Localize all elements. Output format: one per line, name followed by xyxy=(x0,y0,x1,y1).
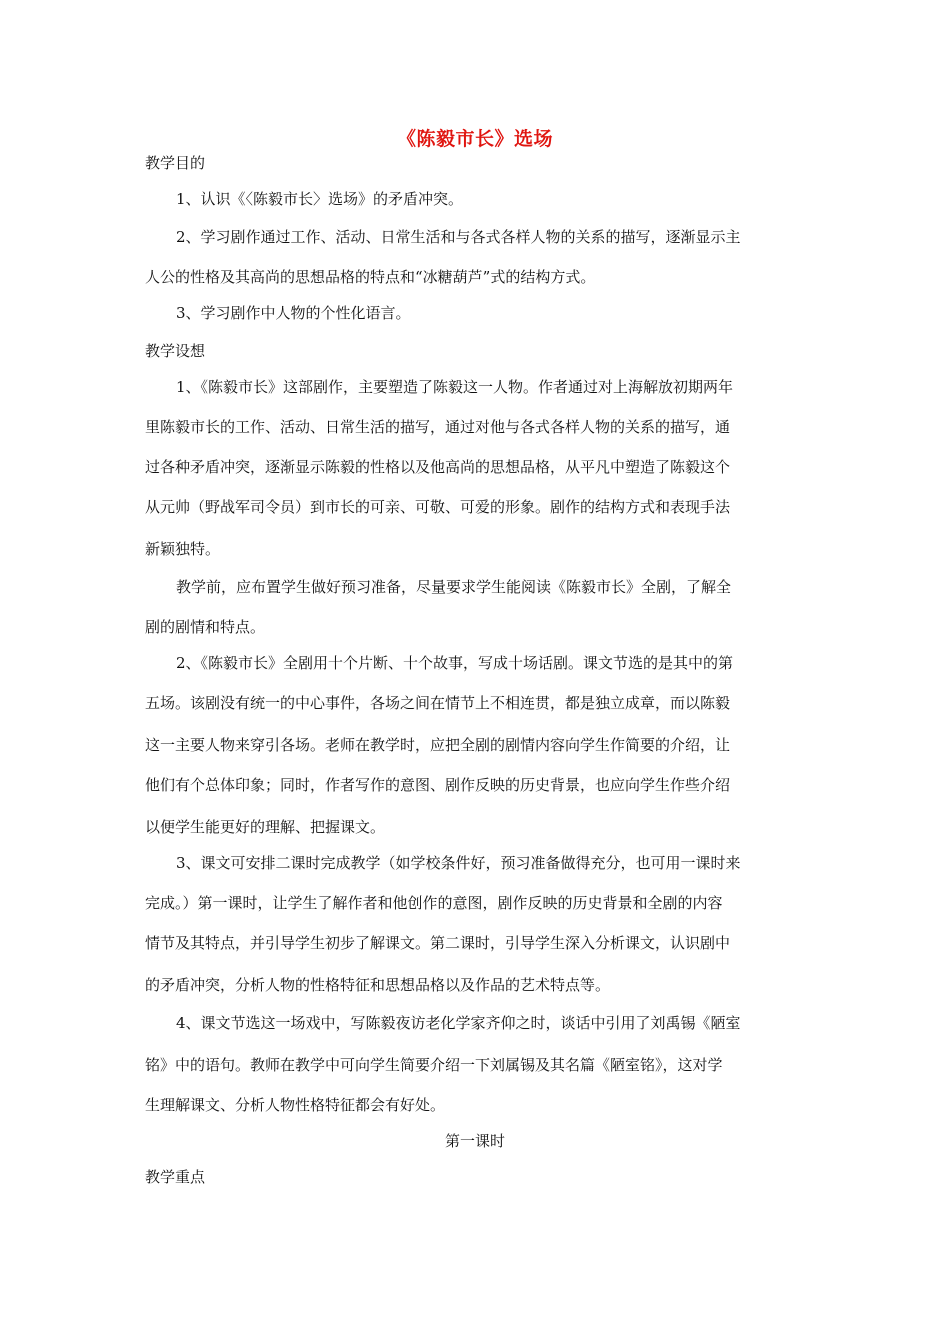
heading-teaching-goals: 教学目的 xyxy=(145,154,206,172)
paragraph-line: 2、《陈毅市长》全剧用十个片断、十个故事，写成十场话剧。课文节选的是其中的第 xyxy=(176,654,734,672)
paragraph-line: 里陈毅市长的工作、活动、日常生活的描写，通过对他与各式各样人物的关系的描写，通 xyxy=(145,418,731,436)
heading-teaching-plan: 教学设想 xyxy=(145,342,206,360)
paragraph-line: 五场。该剧没有统一的中心事件，各场之间在情节上不相连贯，都是独立成章，而以陈毅 xyxy=(145,694,731,712)
paragraph-line: 2、学习剧作通过工作、活动、日常生活和与各式各样人物的关系的描写，逐渐显示主 xyxy=(176,228,741,246)
paragraph-line: 从元帅（野战军司令员）到市长的可亲、可敬、可爱的形象。剧作的结构方式和表现手法 xyxy=(145,498,731,516)
document-title: 《陈毅市长》选场 xyxy=(396,128,553,150)
paragraph-line: 过各种矛盾冲突，逐渐显示陈毅的性格以及他高尚的思想品格，从平凡中塑造了陈毅这个 xyxy=(145,458,731,476)
paragraph-line: 情节及其特点，并引导学生初步了解课文。第二课时，引导学生深入分析课文，认识剧中 xyxy=(145,934,731,952)
paragraph-line: 1、认识《〈陈毅市长〉选场》的矛盾冲突。 xyxy=(176,190,464,208)
paragraph-line: 以便学生能更好的理解、把握课文。 xyxy=(145,818,386,836)
paragraph-line: 完成。）第一课时，让学生了解作者和他创作的意图，剧作反映的历史背景和全剧的内容 xyxy=(145,894,723,912)
paragraph-line: 3、课文可安排二课时完成教学（如学校条件好，预习准备做得充分，也可用一课时来 xyxy=(176,854,741,872)
paragraph-line: 3、学习剧作中人物的个性化语言。 xyxy=(176,304,411,322)
paragraph-line: 这一主要人物来穿引各场。老师在教学时，应把全剧的剧情内容向学生作简要的介绍，让 xyxy=(145,736,731,754)
paragraph-line: 他们有个总体印象；同时，作者写作的意图、剧作反映的历史背景，也应向学生作些介绍 xyxy=(145,776,731,794)
paragraph-line: 4、课文节选这一场戏中，写陈毅夜访老化学家齐仰之时，谈话中引用了刘禹锡《陋室 xyxy=(176,1014,741,1032)
paragraph-line: 人公的性格及其高尚的思想品格的特点和“冰糖葫芦”式的结构方式。 xyxy=(145,268,596,286)
section-heading-first-lesson: 第一课时 xyxy=(444,1132,505,1150)
paragraph-line: 生理解课文、分析人物性格特征都会有好处。 xyxy=(145,1096,446,1114)
paragraph-line: 教学前，应布置学生做好预习准备，尽量要求学生能阅读《陈毅市长》全剧，了解全 xyxy=(176,578,732,596)
paragraph-line: 新颖独特。 xyxy=(145,540,221,558)
paragraph-line: 铭》中的语句。教师在教学中可向学生简要介绍一下刘属锡及其名篇《陋室铭》，这对学 xyxy=(145,1056,723,1074)
paragraph-line: 的矛盾冲突，分析人物的性格特征和思想品格以及作品的艺术特点等。 xyxy=(145,976,611,994)
paragraph-line: 剧的剧情和特点。 xyxy=(145,618,266,636)
paragraph-line: 1、《陈毅市长》这部剧作，主要塑造了陈毅这一人物。作者通过对上海解放初期两年 xyxy=(176,378,734,396)
heading-teaching-focus: 教学重点 xyxy=(145,1168,206,1186)
